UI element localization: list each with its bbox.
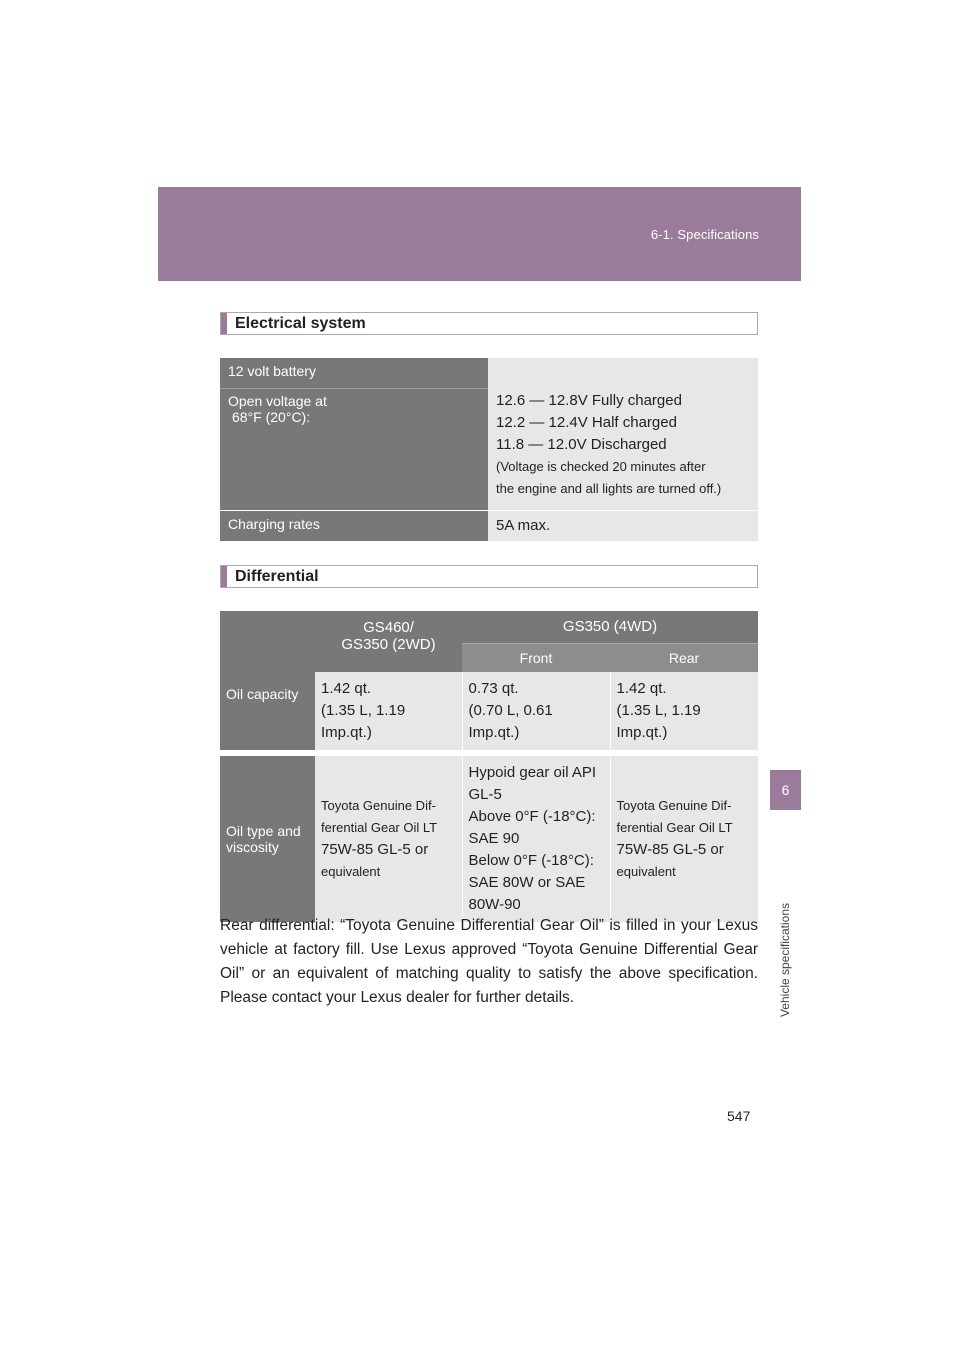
charging-label: Charging rates <box>220 511 488 541</box>
oil-capacity-gs460 <box>315 672 462 753</box>
oil-type-line: 75W-85 GL-5 or <box>321 841 429 858</box>
battery-blank <box>488 358 758 388</box>
oil-capacity-line1: 1.42 qt. <box>616 680 667 697</box>
oil-capacity-row <box>220 672 758 753</box>
col-gs460 <box>315 611 462 672</box>
oil-type-line: Toyota Genuine Dif- <box>321 798 436 813</box>
voltage-line: 11.8 — 12.0V Discharged <box>496 436 667 453</box>
col-rear: Rear <box>610 643 758 672</box>
battery-row <box>220 358 758 388</box>
differential-heading-text: Differential <box>235 567 319 585</box>
oil-type-front <box>462 753 610 922</box>
open-voltage-label-line1: Open voltage at <box>228 393 327 409</box>
electrical-heading <box>220 312 758 335</box>
chapter-tab[interactable]: 6 <box>770 770 801 810</box>
header-band <box>158 187 801 281</box>
oil-capacity-line1: 0.73 qt. <box>468 680 519 697</box>
oil-type-line: 75W-85 GL-5 or <box>616 841 724 858</box>
oil-type-line: SAE 90 <box>468 830 520 847</box>
oil-type-line: Above 0°F (-18°C): <box>468 808 596 825</box>
oil-type-line: equivalent <box>616 864 676 879</box>
heading-accent-bar <box>221 313 227 334</box>
oil-type-row <box>220 753 758 922</box>
col-front: Front <box>462 643 610 672</box>
oil-type-line: Toyota Genuine Dif- <box>616 798 732 813</box>
oil-type-gs460 <box>315 753 462 922</box>
section-title: 6-1. Specifications <box>650 227 759 242</box>
charging-row <box>220 510 758 541</box>
differential-header-row <box>220 611 758 643</box>
open-voltage-label-line2: 68°F (20°C): <box>232 409 311 425</box>
oil-capacity-line1: 1.42 qt. <box>321 680 372 697</box>
battery-label: 12 volt battery <box>220 358 488 388</box>
col-gs350-4wd: GS350 (4WD) <box>462 611 758 643</box>
oil-type-line: ferential Gear Oil LT <box>321 820 438 835</box>
oil-type-label <box>220 753 315 922</box>
oil-type-line: 80W-90 <box>468 896 521 913</box>
voltage-note-line2: the engine and all lights are turned off.) <box>496 481 722 496</box>
electrical-table <box>220 358 758 541</box>
oil-capacity-label: Oil capacity <box>220 672 315 753</box>
heading-accent-bar <box>221 566 227 587</box>
oil-type-label-line2: viscosity <box>226 839 279 855</box>
oil-capacity-line2: (1.35 L, 1.19 Imp.qt.) <box>616 702 701 741</box>
oil-type-label-line1: Oil type and <box>226 823 301 839</box>
oil-type-line: Hypoid gear oil API <box>468 764 597 781</box>
voltage-line: 12.6 — 12.8V Fully charged <box>496 392 682 409</box>
open-voltage-row <box>220 388 758 510</box>
differential-heading <box>220 565 758 588</box>
oil-type-line: equivalent <box>321 864 381 879</box>
oil-capacity-line2: (1.35 L, 1.19 Imp.qt.) <box>321 702 406 741</box>
oil-type-rear <box>610 753 758 922</box>
col-gs460-line2: GS350 (2WD) <box>341 636 436 653</box>
voltage-note-line1: (Voltage is checked 20 minutes after <box>496 459 706 474</box>
chapter-label: Vehicle specifications <box>778 902 792 1018</box>
voltage-line: 12.2 — 12.4V Half charged <box>496 414 677 431</box>
page-number: 547 <box>727 1108 751 1124</box>
oil-type-line: Below 0°F (-18°C): <box>468 852 594 869</box>
differential-table <box>220 611 758 922</box>
oil-capacity-rear <box>610 672 758 753</box>
corner-cell <box>220 611 315 672</box>
oil-type-line: ferential Gear Oil LT <box>616 820 733 835</box>
col-gs460-line1: GS460/ <box>363 619 414 636</box>
oil-type-line: GL-5 <box>468 786 502 803</box>
rear-differential-note: Rear differential: “Toyota Genuine Differential Gear Oil” is filled in your Lexus vehicle at factory fill. Use Lexus approved “Toyota Genuine Differential Gear Oil” or an equivalent of matching quality to satisfy the above specification. Please contact your Lexus dealer for further details. <box>220 916 758 1006</box>
oil-capacity-line2: (0.70 L, 0.61 Imp.qt.) <box>468 702 553 741</box>
electrical-heading-text: Electrical system <box>235 314 366 332</box>
charging-value: 5A max. <box>488 511 758 541</box>
oil-type-line: SAE 80W or SAE <box>468 874 586 891</box>
oil-capacity-front <box>462 672 610 753</box>
open-voltage-value <box>488 388 758 510</box>
open-voltage-label <box>220 388 488 510</box>
